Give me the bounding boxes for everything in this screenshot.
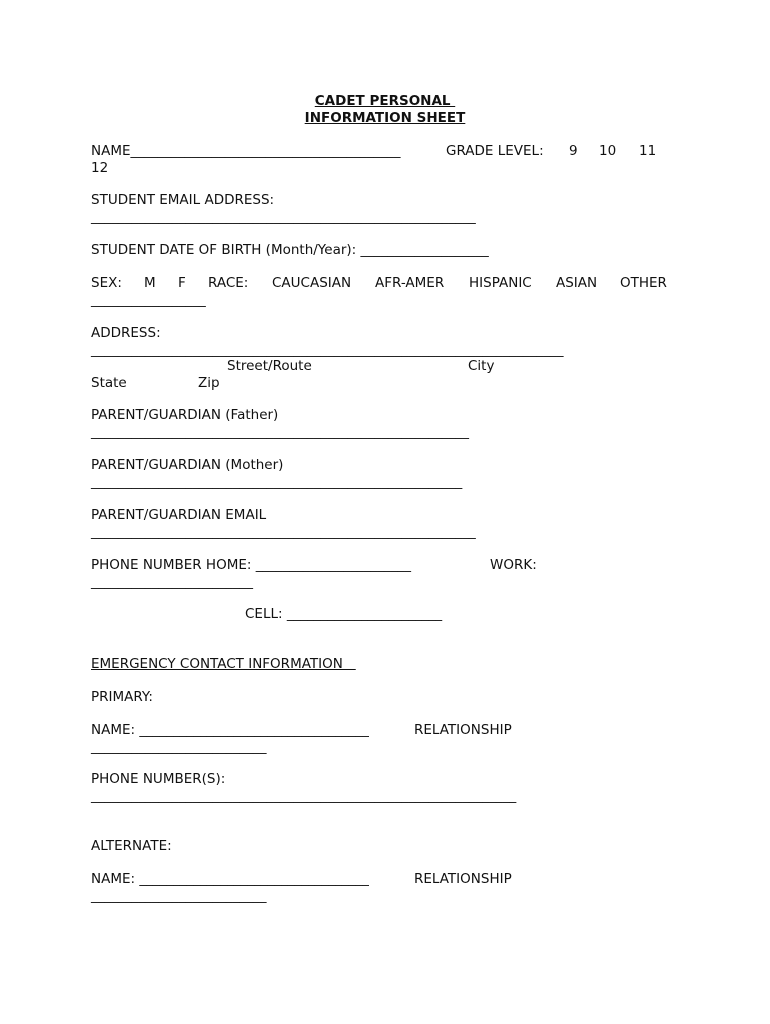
race-label: RACE: [208,275,249,291]
primary-label: PRIMARY: [91,689,153,705]
student-dob-label: STUDENT DATE OF BIRTH (Month/Year): ___________________ [91,242,489,258]
primary-name-label: NAME: __________________________________ [91,722,369,738]
phone-cell-label: CELL: _______________________ [245,606,443,622]
race-option-caucasian: CAUCASIAN [272,275,352,291]
grade-option-12: 12 [91,160,109,176]
alternate-name-label: NAME: __________________________________ [91,871,369,887]
address-city-caption: City [468,358,495,374]
address-street-caption: Street/Route [227,358,312,374]
race-other-line: _________________ [91,292,206,308]
address-line: ______________________________________________________________________ [91,342,564,358]
mother-line: _______________________________________________________ [91,474,463,490]
mother-label: PARENT/GUARDIAN (Mother) [91,457,284,473]
race-option-other: OTHER [620,275,667,291]
emergency-phone-line: _______________________________________________________________ [91,788,517,804]
address-label: ADDRESS: [91,325,161,341]
father-line: ________________________________________________________ [91,424,469,440]
title-line-2: INFORMATION SHEET [304,110,466,126]
address-state-caption: State [91,375,127,391]
sex-label: SEX: [91,275,122,291]
sex-option-f: F [178,275,186,291]
name-field-label: NAME________________________________________ [91,143,401,159]
student-email-label: STUDENT EMAIL ADDRESS: [91,192,275,208]
sex-option-m: M [144,275,156,291]
alternate-label: ALTERNATE: [91,838,172,854]
grade-level-label: GRADE LEVEL: [446,143,544,159]
race-option-asian: ASIAN [556,275,598,291]
grade-option-10: 10 [599,143,617,159]
parent-email-label: PARENT/GUARDIAN EMAIL [91,507,267,523]
emergency-heading: EMERGENCY CONTACT INFORMATION [91,656,356,672]
primary-relationship-label: RELATIONSHIP [414,722,512,738]
race-option-afr-amer: AFR-AMER [375,275,445,291]
emergency-phone-label: PHONE NUMBER(S): [91,771,226,787]
primary-relationship-line: __________________________ [91,739,267,755]
alternate-relationship-line: __________________________ [91,888,267,904]
title-line-1: CADET PERSONAL [314,93,456,109]
parent-email-line: _________________________________________________________ [91,524,476,540]
grade-option-11: 11 [639,143,657,159]
grade-option-9: 9 [569,143,578,159]
alternate-relationship-label: RELATIONSHIP [414,871,512,887]
father-label: PARENT/GUARDIAN (Father) [91,407,279,423]
phone-work-line: ________________________ [91,574,253,590]
race-option-hispanic: HISPANIC [469,275,532,291]
student-email-line: _________________________________________________________ [91,209,476,225]
address-zip-caption: Zip [198,375,220,391]
phone-home-label: PHONE NUMBER HOME: _______________________ [91,557,411,573]
phone-work-label: WORK: [490,557,537,573]
